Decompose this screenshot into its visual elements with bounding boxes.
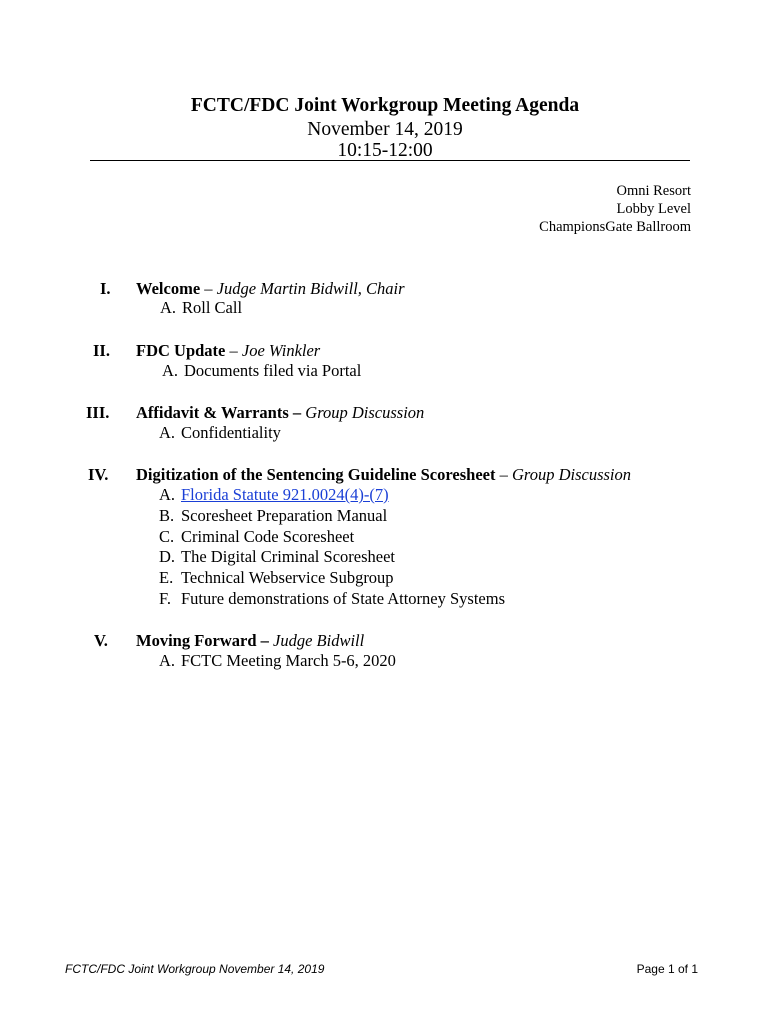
section-heading <box>136 340 320 361</box>
item-label: A. <box>159 651 176 670</box>
page-title: FCTC/FDC Joint Workgroup Meeting Agenda <box>190 95 580 116</box>
section-presenter: Judge Martin Bidwill, Chair <box>216 279 405 298</box>
item-text: Confidentiality <box>181 423 281 442</box>
agenda-item <box>159 651 396 672</box>
florida-statute-link[interactable]: Florida Statute 921.0024(4)-(7) <box>181 485 389 504</box>
item-label: B. <box>159 505 175 525</box>
item-label: E. <box>159 568 174 588</box>
section-numeral: IV. <box>88 465 109 484</box>
item-label: A. <box>159 423 176 442</box>
agenda-item <box>159 547 505 568</box>
section-items <box>162 361 361 382</box>
item-label: F. <box>159 588 171 608</box>
section-heading <box>136 630 364 651</box>
section-heading <box>136 402 424 423</box>
section-heading <box>136 464 631 485</box>
agenda-item <box>159 527 505 548</box>
section-items <box>159 485 505 610</box>
section-title: Digitization of the Sentencing Guideline Scoresheet <box>136 465 496 484</box>
section-separator: – <box>495 465 512 484</box>
section-items <box>159 423 281 444</box>
section-items <box>160 298 242 319</box>
meeting-date: November 14, 2019 <box>307 119 463 140</box>
item-text: FCTC Meeting March 5-6, 2020 <box>181 651 396 670</box>
section-title: Affidavit & Warrants – <box>136 403 302 422</box>
item-text: Future demonstrations of State Attorney Systems <box>181 588 506 608</box>
section-title: FDC Update <box>136 341 226 360</box>
footer-page-number: Page 1 of 1 <box>636 962 698 976</box>
section-numeral: II. <box>93 341 110 360</box>
item-label: A. <box>159 485 176 504</box>
meeting-location <box>539 182 691 236</box>
agenda-item <box>159 568 505 589</box>
section-numeral: I. <box>100 279 111 298</box>
agenda-item <box>159 485 505 506</box>
agenda-item <box>160 298 242 319</box>
item-text: Technical Webservice Subgroup <box>181 568 394 588</box>
item-label: C. <box>159 526 175 546</box>
item-text: Scoresheet Preparation Manual <box>181 505 388 525</box>
item-text: Criminal Code Scoresheet <box>181 526 355 546</box>
section-numeral: V. <box>94 631 108 650</box>
header-divider <box>90 160 690 161</box>
section-heading <box>136 278 405 299</box>
location-line-3: ChampionsGate Ballroom <box>539 219 691 235</box>
item-text: Roll Call <box>182 298 243 317</box>
section-numeral: III. <box>86 403 110 422</box>
section-presenter: Judge Bidwill <box>273 631 365 650</box>
section-items <box>159 651 396 672</box>
section-title: Moving Forward – <box>136 631 269 650</box>
item-label: D. <box>159 547 176 567</box>
agenda-item <box>159 506 505 527</box>
section-title: Welcome <box>136 279 201 298</box>
agenda-item <box>159 589 505 610</box>
agenda-item <box>162 361 361 382</box>
meeting-time: 10:15-12:00 <box>337 140 433 161</box>
section-presenter: Group Discussion <box>305 403 425 422</box>
section-separator: – <box>200 279 217 298</box>
section-presenter: Joe Winkler <box>241 341 321 360</box>
agenda-item <box>159 423 281 444</box>
section-presenter: Group Discussion <box>511 465 631 484</box>
item-label: A. <box>162 361 179 380</box>
location-line-1: Omni Resort <box>616 183 691 199</box>
section-separator: – <box>225 341 242 360</box>
item-label: A. <box>160 298 177 317</box>
item-text: Documents filed via Portal <box>184 361 362 380</box>
location-line-2: Lobby Level <box>616 201 691 217</box>
footer-document-title: FCTC/FDC Joint Workgroup November 14, 2019 <box>65 962 325 976</box>
item-text: The Digital Criminal Scoresheet <box>181 547 395 567</box>
